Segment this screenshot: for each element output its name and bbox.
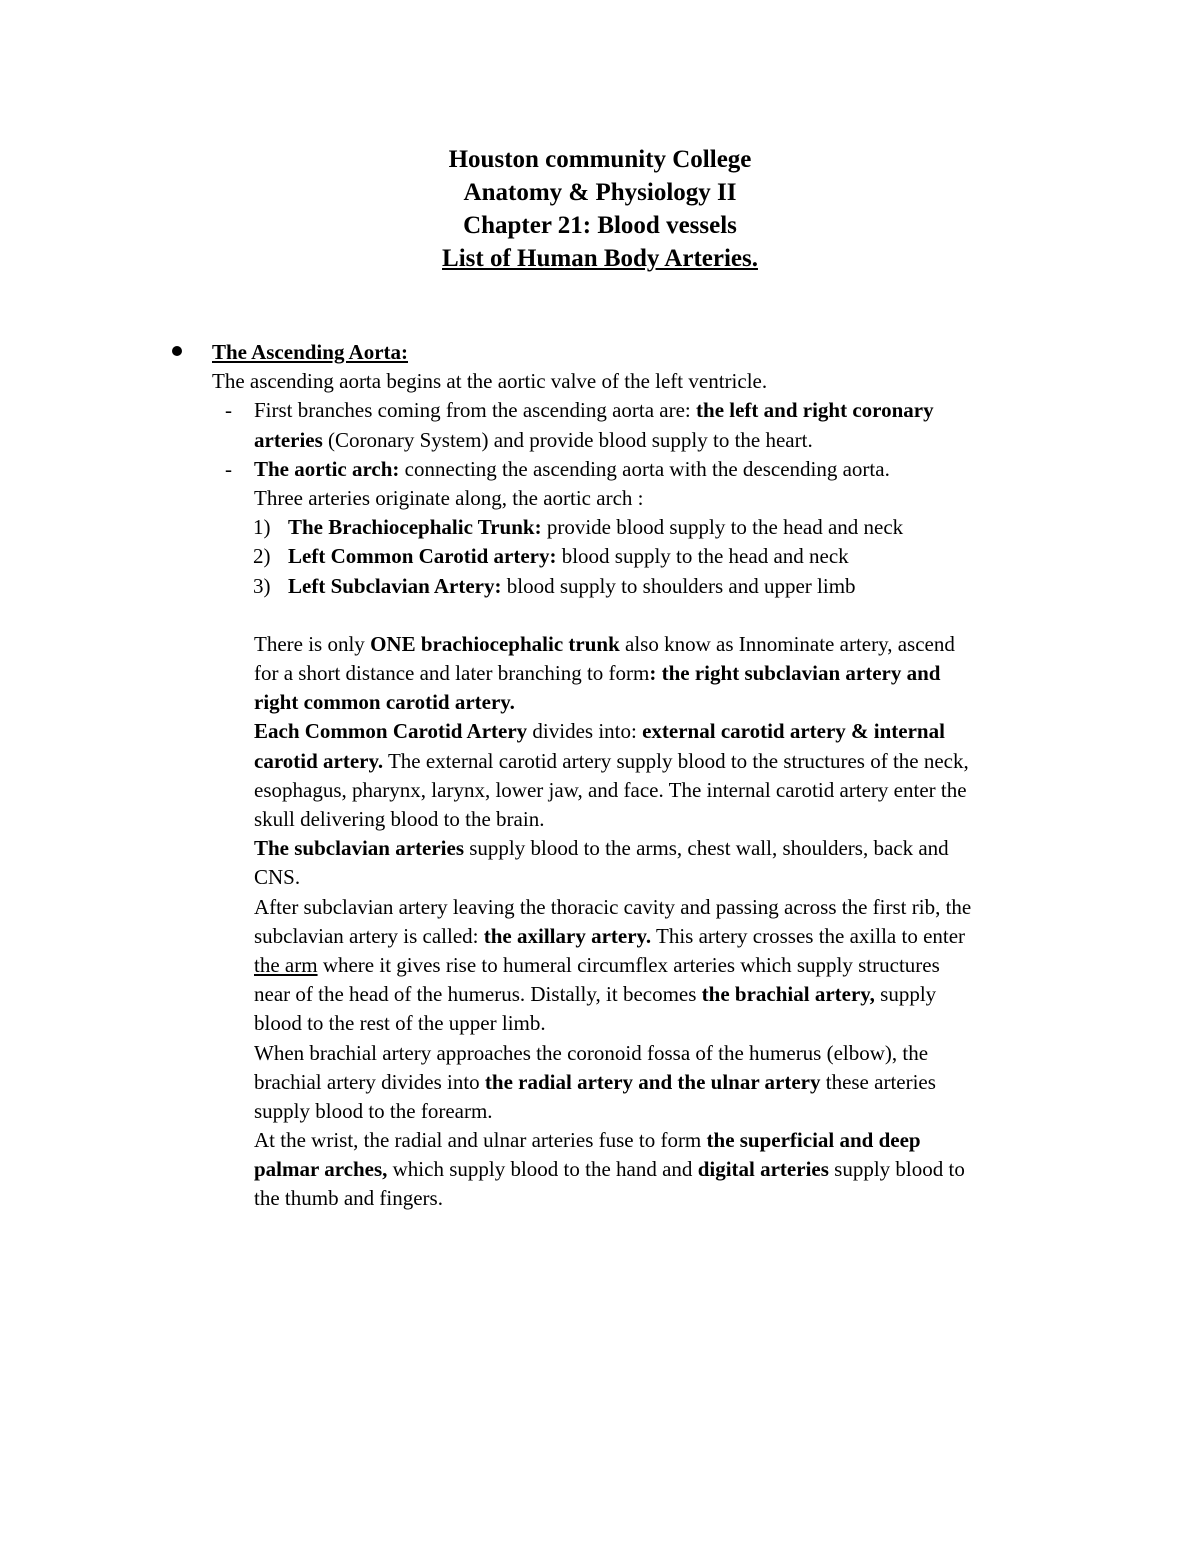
paragraph-line: After subclavian artery leaving the thoracic cavity and passing across the first rib, the bbox=[254, 894, 972, 919]
list-item: 1) The Brachiocephalic Trunk: provide blood supply to the head and neck bbox=[253, 515, 904, 540]
paragraph-line: the arm where it gives rise to humeral circumflex arteries which supply structures bbox=[254, 952, 940, 977]
section-heading-line bbox=[0, 338, 1200, 367]
paragraph-line: the thumb and fingers. bbox=[254, 1186, 443, 1211]
paragraph-line: palmar arches, which supply blood to the hand and digital arteries supply blood to bbox=[254, 1157, 965, 1182]
paragraph-line: near of the head of the humerus. Distally, it becomes the brachial artery, supply bbox=[254, 982, 937, 1007]
list-item: 2) Left Common Carotid artery: blood supply to the head and neck bbox=[253, 544, 849, 569]
dash-item-coronary-cont: arteries (Coronary System) and provide blood supply to the heart. bbox=[254, 427, 813, 452]
paragraph-line: CNS. bbox=[254, 865, 301, 890]
paragraph-line: At the wrist, the radial and ulnar arteries fuse to form the superficial and deep bbox=[254, 1128, 921, 1153]
paragraph-line: supply blood to the forearm. bbox=[254, 1098, 493, 1123]
course-title: Anatomy & Physiology II bbox=[463, 179, 737, 206]
college-name: Houston community College bbox=[448, 146, 752, 173]
chapter-title: Chapter 21: Blood vessels bbox=[463, 212, 737, 239]
paragraph-line: subclavian artery is called: the axillary artery. This artery crosses the axilla to enter bbox=[254, 923, 966, 948]
list-item: 3) Left Subclavian Artery: blood supply to shoulders and upper limb bbox=[253, 573, 856, 598]
paragraph-line: skull delivering blood to the brain. bbox=[254, 807, 545, 831]
blank-line bbox=[0, 601, 1200, 630]
dash-marker: - bbox=[225, 398, 232, 423]
dash-marker: - bbox=[225, 456, 232, 481]
dash-item-aortic-arch: - The aortic arch: connecting the ascending aorta with the descending aorta. bbox=[0, 455, 1200, 484]
document-body bbox=[0, 338, 1200, 1214]
section-title: The Ascending Aorta: bbox=[212, 340, 409, 364]
dash-item-coronary: - First branches coming from the ascending aorta are: the left and right coronary bbox=[0, 396, 1200, 425]
aortic-arch-note: Three arteries originate along, the aortic arch : bbox=[254, 485, 644, 510]
paragraph-line: The subclavian arteries supply blood to the arms, chest wall, shoulders, back and bbox=[254, 836, 949, 861]
paragraph-line: When brachial artery approaches the coronoid fossa of the humerus (elbow), the bbox=[254, 1040, 929, 1065]
paragraph-line: carotid artery. The external carotid artery supply blood to the structures of the neck, bbox=[254, 748, 969, 773]
paragraph-line: Each Common Carotid Artery divides into: external carotid artery & internal bbox=[254, 719, 945, 744]
list-title: List of Human Body Arteries. bbox=[442, 245, 758, 272]
document-header bbox=[0, 143, 1200, 275]
paragraph-line: right common carotid artery. bbox=[254, 690, 515, 715]
paragraph-line: blood to the rest of the upper limb. bbox=[254, 1011, 546, 1036]
paragraph-line: There is only ONE brachiocephalic trunk also know as Innominate artery, ascend bbox=[254, 631, 955, 656]
paragraph-line: esophagus, pharynx, larynx, lower jaw, and face. The internal carotid artery enter the bbox=[254, 777, 967, 802]
bullet-icon bbox=[172, 346, 182, 356]
paragraph-line: brachial artery divides into the radial artery and the ulnar artery these arteries bbox=[254, 1069, 936, 1094]
paragraph-line: for a short distance and later branching to form: the right subclavian artery and bbox=[254, 661, 941, 686]
section-intro: The ascending aorta begins at the aortic valve of the left ventricle. bbox=[212, 369, 768, 394]
